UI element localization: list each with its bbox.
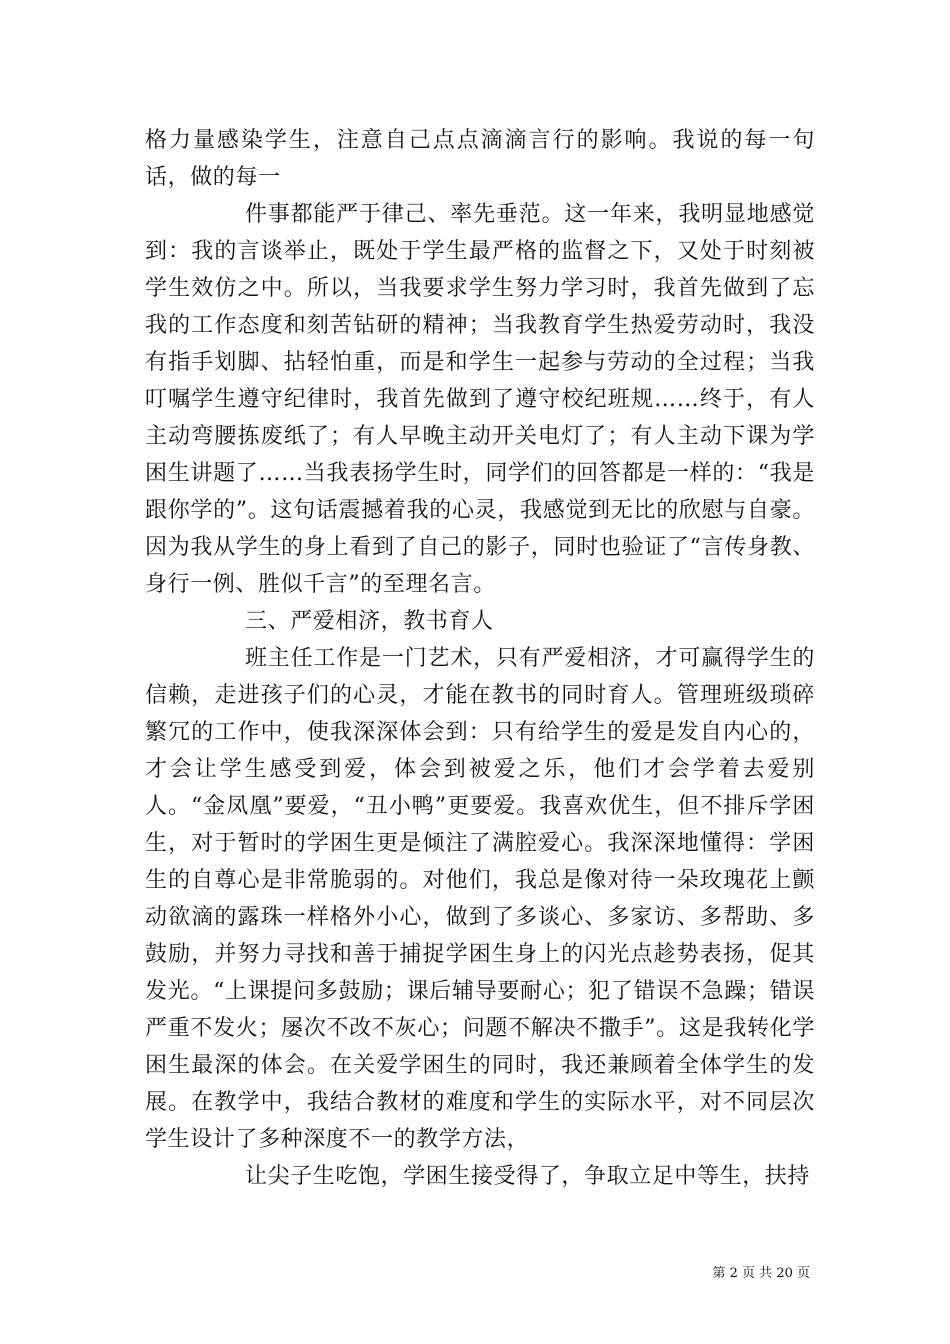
paragraph-4: 让尖子生吃饱，学困生接受得了，争取立足中等生，扶持 (245, 1164, 811, 1189)
paragraph-3: 班主任工作是一门艺术，只有严爱相济，才可赢得学生的信赖，走进孩子们的心灵，才能在教书的同时育人。管理班级琐碎繁冗的工作中，使我深深体会到：只有给学生的爱是发自内心的，才会让学生感受到爱，体会到被爱之乐，他们才会学着去爱别人。“金凤凰”要爱，“丑小鸭”更要爱。我喜欢优生，但不排斥学困生，对于暂时的学困生更是倾注了满腔爱心。我深深地懂得：学困生的自尊心是非常脆弱的。对他们，我总是像对待一朵玫瑰花上颤动欲滴的露珠一样格外小心，做到了多谈心、多家访、多帮助、多鼓励，并努力寻找和善于捕捉学困生身上的闪光点趁势表扬，促其发光。“上课提问多鼓励；课后辅导要耐心；犯了错误不急躁；错误严重不发火；屡次不改不灰心；问题不解决不撒手”。这是我转化学困生最深的体会。在关爱学困生的同时，我还兼顾着全体学生的发展。在教学中，我结合教材的难度和学生的实际水平，对不同层次学生设计了多种深度不一的教学方法， (145, 646, 815, 1152)
paragraph-1: 格力量感染学生，注意自己点点滴滴言行的影响。我说的每一句话，做的每一 (145, 128, 815, 190)
paragraph-2: 件事都能严于律己、率先垂范。这一年来，我明显地感觉到：我的言谈举止，既处于学生最严格的监督之下，又处于时刻被学生效仿之中。所以，当我要求学生努力学习时，我首先做到了忘我的工作态度和刻苦钻研的精神；当我教育学生热爱劳动时，我没有指手划脚、拈轻怕重，而是和学生一起参与劳动的全过程；当我叮嘱学生遵守纪律时，我首先做到了遵守校纪班规……终于，有人主动弯腰拣废纸了；有人早晚主动开关电灯了；有人主动下课为学困生讲题了……当我表扬学生时，同学们的回答都是一样的：“我是跟你学的”。这句话震撼着我的心灵，我感觉到无比的欣慰与自豪。因为我从学生的身上看到了自己的影子，同时也验证了“言传身教、身行一例、胜似千言”的至理名言。 (145, 202, 815, 597)
page-number: 第 2 页 共 20 页 (712, 1266, 810, 1281)
section-heading: 三、严爱相济，教书育人 (245, 609, 494, 634)
body-text (145, 122, 815, 1195)
